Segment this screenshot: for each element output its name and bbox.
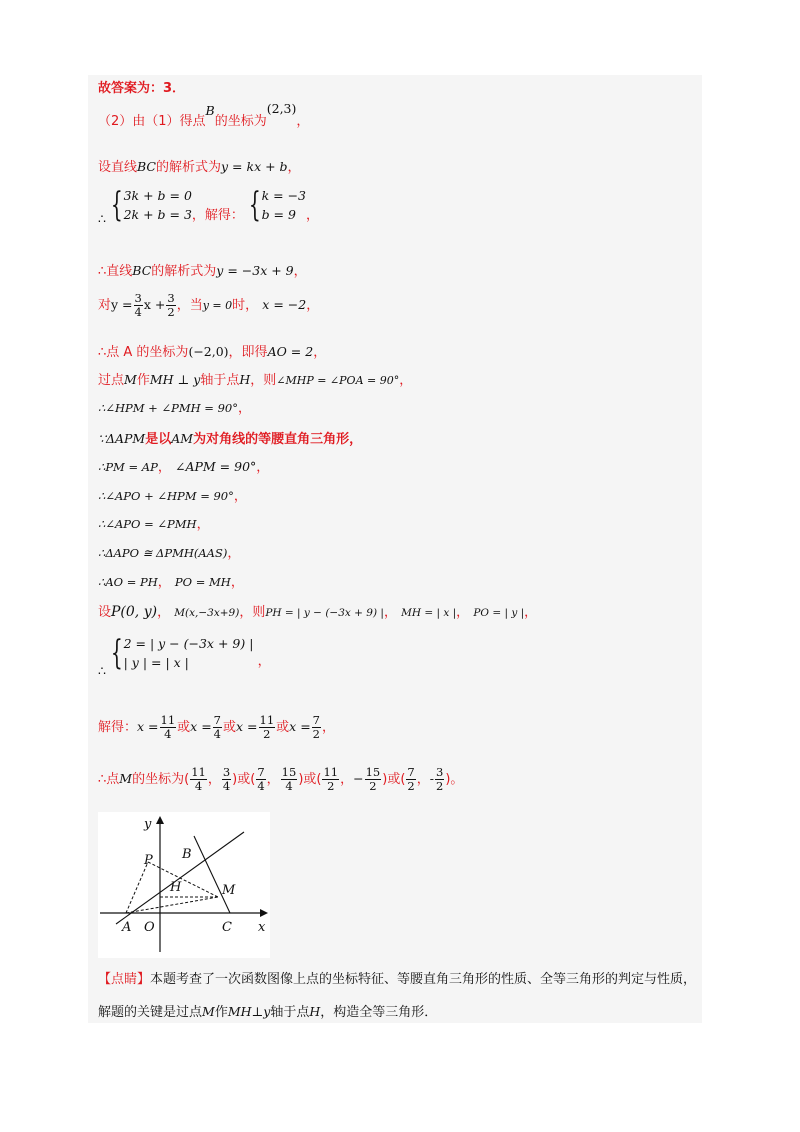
point-m-coords: ∴点M的坐标为( $\frac{11}{4}$ ， $\frac{3}{4}$ )或( $\frac{7}{4}$ ， $\frac{15}{4}$ )或( $\frac{11}{2}$ ，− $\frac{15}{2}$ )或( $\frac{7}{2}$ ，- $\frac{3}{2}$ )。: [98, 765, 464, 793]
x-axis-arrow-icon: [260, 909, 268, 917]
label-b: B: [182, 847, 192, 862]
segment-pm: [148, 862, 218, 897]
line-bc-setup: 设直线BC的解析式为y = kx + b，: [98, 159, 301, 175]
step-set-coords: 设P(0, y)， M(x,−3x+9)，则PH = | y − (−3x + 9) |， MH = | x |， PO = | y |，: [98, 604, 538, 620]
step-apo-pmh: ∴∠APO = ∠PMH，: [98, 517, 210, 532]
step-ao-ph: ∴AO = PH， PO = MH，: [98, 575, 244, 590]
segment-am: [126, 897, 218, 913]
label-y: y: [144, 817, 152, 832]
label-o: O: [144, 920, 155, 935]
answer-line: 故答案为：3．: [98, 81, 186, 96]
line-bc-result: ∴直线BC的解析式为y = −3x + 9，: [98, 263, 307, 279]
coordinate-diagram: [98, 812, 270, 958]
perpendicular-line: 过点M作MH ⊥ y轴于点H，则∠MHP = ∠POA = 90°，: [98, 372, 413, 388]
step-apo-hpm: ∴∠APO + ∠HPM = 90°，: [98, 489, 247, 504]
label-m: M: [222, 883, 236, 898]
label-c: C: [222, 920, 232, 935]
part2-intro: （2）由（1）得点B的坐标为(2,3)，: [98, 101, 310, 129]
y-axis-arrow-icon: [156, 816, 164, 824]
solutions-line: 解得：x = $\frac{11}{4}$ 或x = $\frac{7}{4}$ 或x = $\frac{11}{2}$ 或x = $\frac{7}{2}$ ，: [98, 713, 336, 741]
step-pm-ap: ∴PM = AP， ∠APM = 90°，: [98, 459, 270, 475]
label-x: x: [258, 920, 266, 935]
isosceles-right-triangle: ∵ΔAPM是以AM为对角线的等腰直角三角形，: [98, 431, 363, 447]
step-angle-sum: ∴∠HPM + ∠PMH = 90°，: [98, 401, 251, 416]
remark-note: 【点睛】本题考查了一次函数图像上点的坐标特征、等腰直角三角形的性质、全等三角形的判定与性质，解题的关键是过点M作MH⊥y轴于点H，构造全等三角形．: [98, 972, 697, 1020]
label-h: H: [170, 880, 182, 895]
line-a-eval: 对y = $\frac{3}{4}$ x + $\frac{3}{2}$ ，当y = 0时， x = −2，: [98, 291, 320, 319]
segment-ap: [126, 862, 148, 913]
label-p: P: [144, 853, 153, 868]
point-a-coords: ∴点 A 的坐标为(−2,0)，即得AO = 2，: [98, 344, 327, 360]
equation-system-1: ∴ { 3k + b = 0 2k + b = 3 ，解得： { k = −3 b = 9 ，: [98, 185, 320, 226]
equation-system-2: ∴ { 2 = | y − (−3x + 9) | | y | = | x | ，: [98, 633, 271, 678]
step-congruent: ∴ΔAPO ≅ ΔPMH(AAS)，: [98, 546, 241, 561]
geometry-figure: [98, 812, 270, 958]
line-bc: [194, 836, 230, 913]
remark-tag: 【点睛】: [98, 972, 151, 987]
label-a: A: [122, 920, 132, 935]
